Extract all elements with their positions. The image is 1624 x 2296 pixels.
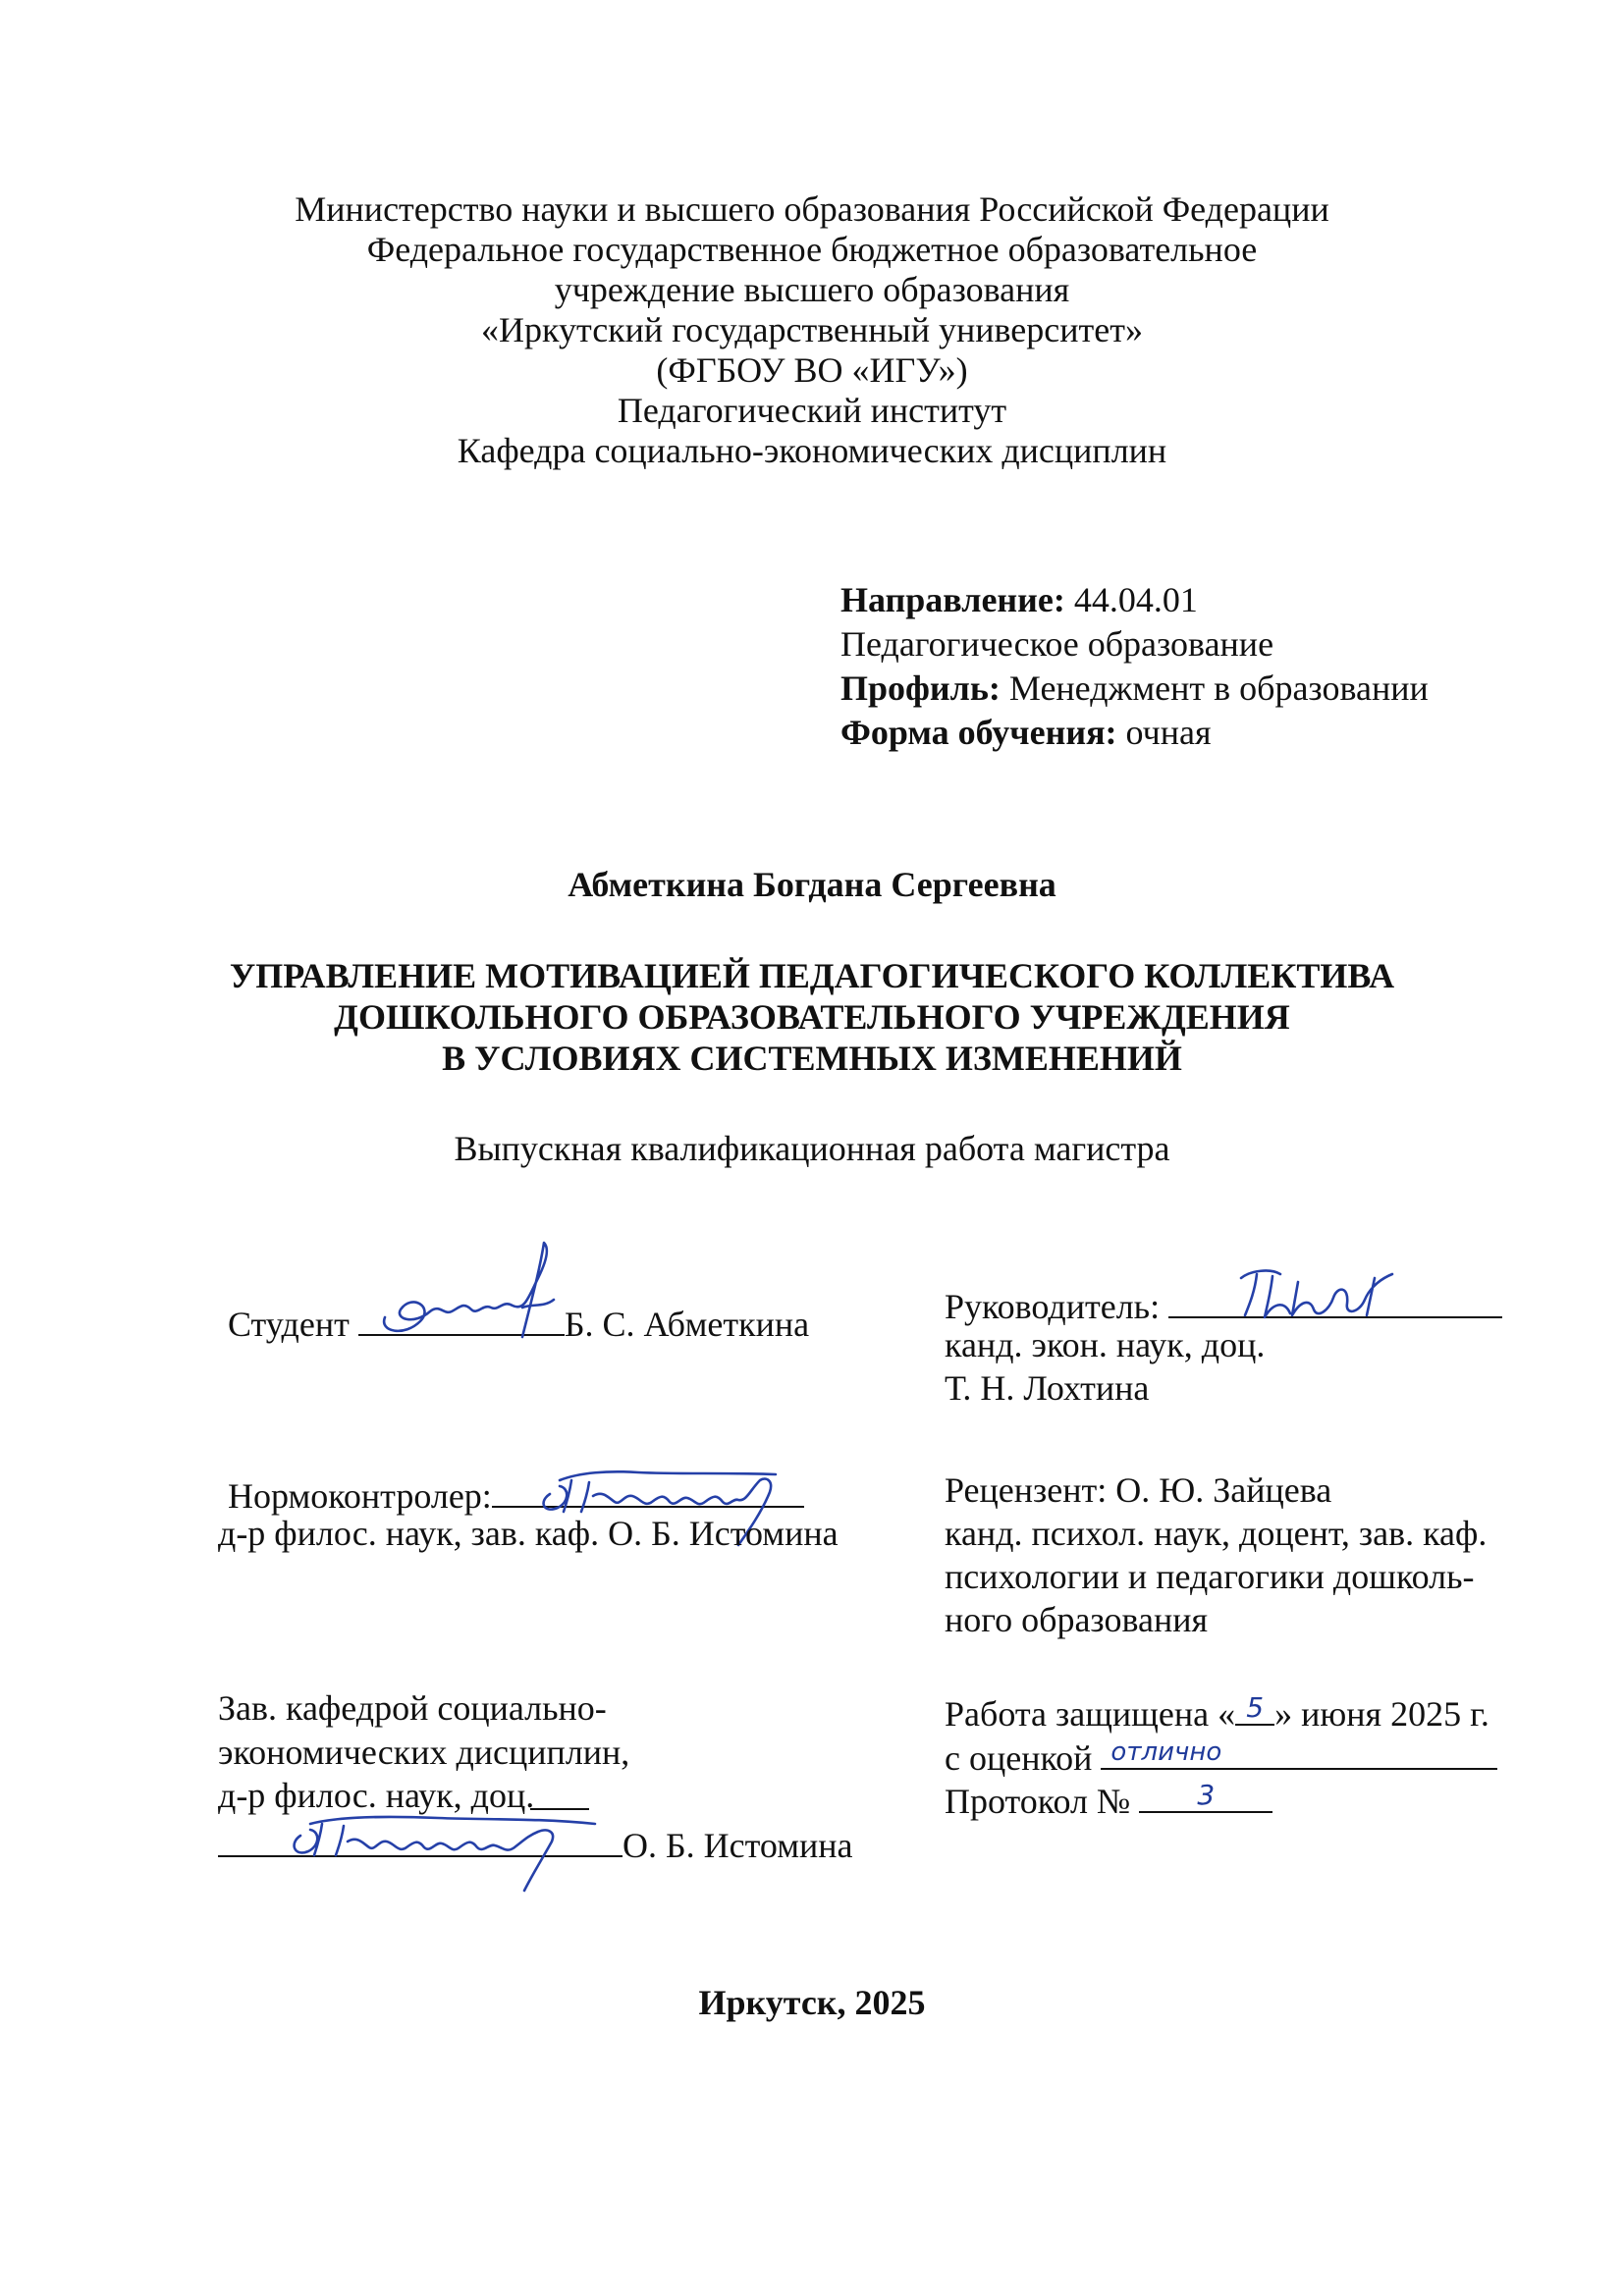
title-line-2: ДОШКОЛЬНОГО ОБРАЗОВАТЕЛЬНОГО УЧРЕЖДЕНИЯ <box>334 997 1290 1037</box>
head-line-1: Зав. кафедрой социально- <box>218 1688 607 1728</box>
direction-label: Направление: <box>840 580 1065 619</box>
reviewer-department-2: ного образования <box>945 1600 1209 1639</box>
institution-type-line: Федеральное государственное бюджетное образовательное <box>366 230 1258 269</box>
head-name: О. Б. Истомина <box>623 1826 853 1865</box>
supervisor-name: Т. Н. Лохтина <box>945 1368 1150 1408</box>
grade-label: с оценкой <box>945 1738 1093 1778</box>
title-line-3: В УСЛОВИЯХ СИСТЕМНЫХ ИЗМЕНЕНИЙ <box>442 1039 1182 1078</box>
city-year: Иркутск, 2025 <box>698 1983 926 2022</box>
student-name: Б. С. Абметкина <box>564 1305 810 1344</box>
reviewer-degree: канд. психол. наук, доцент, зав. каф. <box>945 1514 1488 1553</box>
institute-name: Педагогический институт <box>617 391 1007 430</box>
direction-name: Педагогическое образование <box>840 624 1274 664</box>
normcontroller-label: Нормоконтролер: <box>228 1476 492 1516</box>
author-name: Абметкина Богдана Сергеевна <box>568 865 1056 904</box>
direction-value: 44.04.01 <box>1073 580 1198 619</box>
student-signature <box>375 1239 581 1347</box>
profile-line <box>840 668 1429 708</box>
protocol-label: Протокол № <box>945 1782 1131 1821</box>
student-label: Студент <box>228 1305 350 1344</box>
protocol-number: 3 <box>1197 1779 1216 1811</box>
work-type: Выпускная квалификационная работа магистра <box>454 1129 1170 1168</box>
profile-label: Профиль: <box>840 668 1001 708</box>
ministry-line: Министерство науки и высшего образования Российской Федерации <box>295 189 1329 229</box>
supervisor-label: Руководитель: <box>945 1287 1161 1326</box>
defense-date-line <box>945 1688 1489 1734</box>
direction-line <box>840 580 1198 619</box>
defense-day-field <box>1235 1688 1274 1726</box>
reviewer-line: Рецензент: О. Ю. Зайцева <box>945 1470 1332 1510</box>
supervisor-degree: канд. экон. наук, доц. <box>945 1325 1266 1364</box>
study-form-line <box>840 713 1212 752</box>
normcontroller-degree: д-р филос. наук, зав. каф. О. Б. Истомина <box>218 1514 839 1553</box>
profile-value: Менеджмент в образовании <box>1008 668 1429 708</box>
study-form-value: очная <box>1125 713 1212 752</box>
defense-prefix: Работа защищена « <box>945 1694 1236 1734</box>
university-name: «Иркутский государственный университет» <box>481 310 1143 349</box>
grade-line <box>945 1733 1497 1778</box>
university-abbr: (ФГБОУ ВО «ИГУ») <box>656 350 968 390</box>
institution-type-line-2: учреждение высшего образования <box>554 270 1070 309</box>
grade-value: отлично <box>1110 1737 1222 1767</box>
protocol-field <box>1139 1776 1272 1813</box>
grade-field <box>1101 1733 1497 1770</box>
defense-suffix: » июня 2025 г. <box>1274 1694 1489 1734</box>
head-line-2: экономических дисциплин, <box>218 1733 630 1772</box>
study-form-label: Форма обучения: <box>840 713 1117 752</box>
defense-day: 5 <box>1246 1691 1265 1724</box>
supervisor-signature <box>1227 1264 1434 1333</box>
title-line-1: УПРАВЛЕНИЕ МОТИВАЦИЕЙ ПЕДАГОГИЧЕСКОГО КОЛЛЕКТИВА <box>229 956 1395 995</box>
protocol-line <box>945 1776 1272 1821</box>
department-name: Кафедра социально-экономических дисциплин <box>457 431 1167 470</box>
reviewer-department-1: психологии и педагогики дошколь- <box>945 1557 1475 1596</box>
head-line-3: д-р филос. наук, доц. <box>218 1776 535 1815</box>
head-signature <box>281 1796 634 1895</box>
